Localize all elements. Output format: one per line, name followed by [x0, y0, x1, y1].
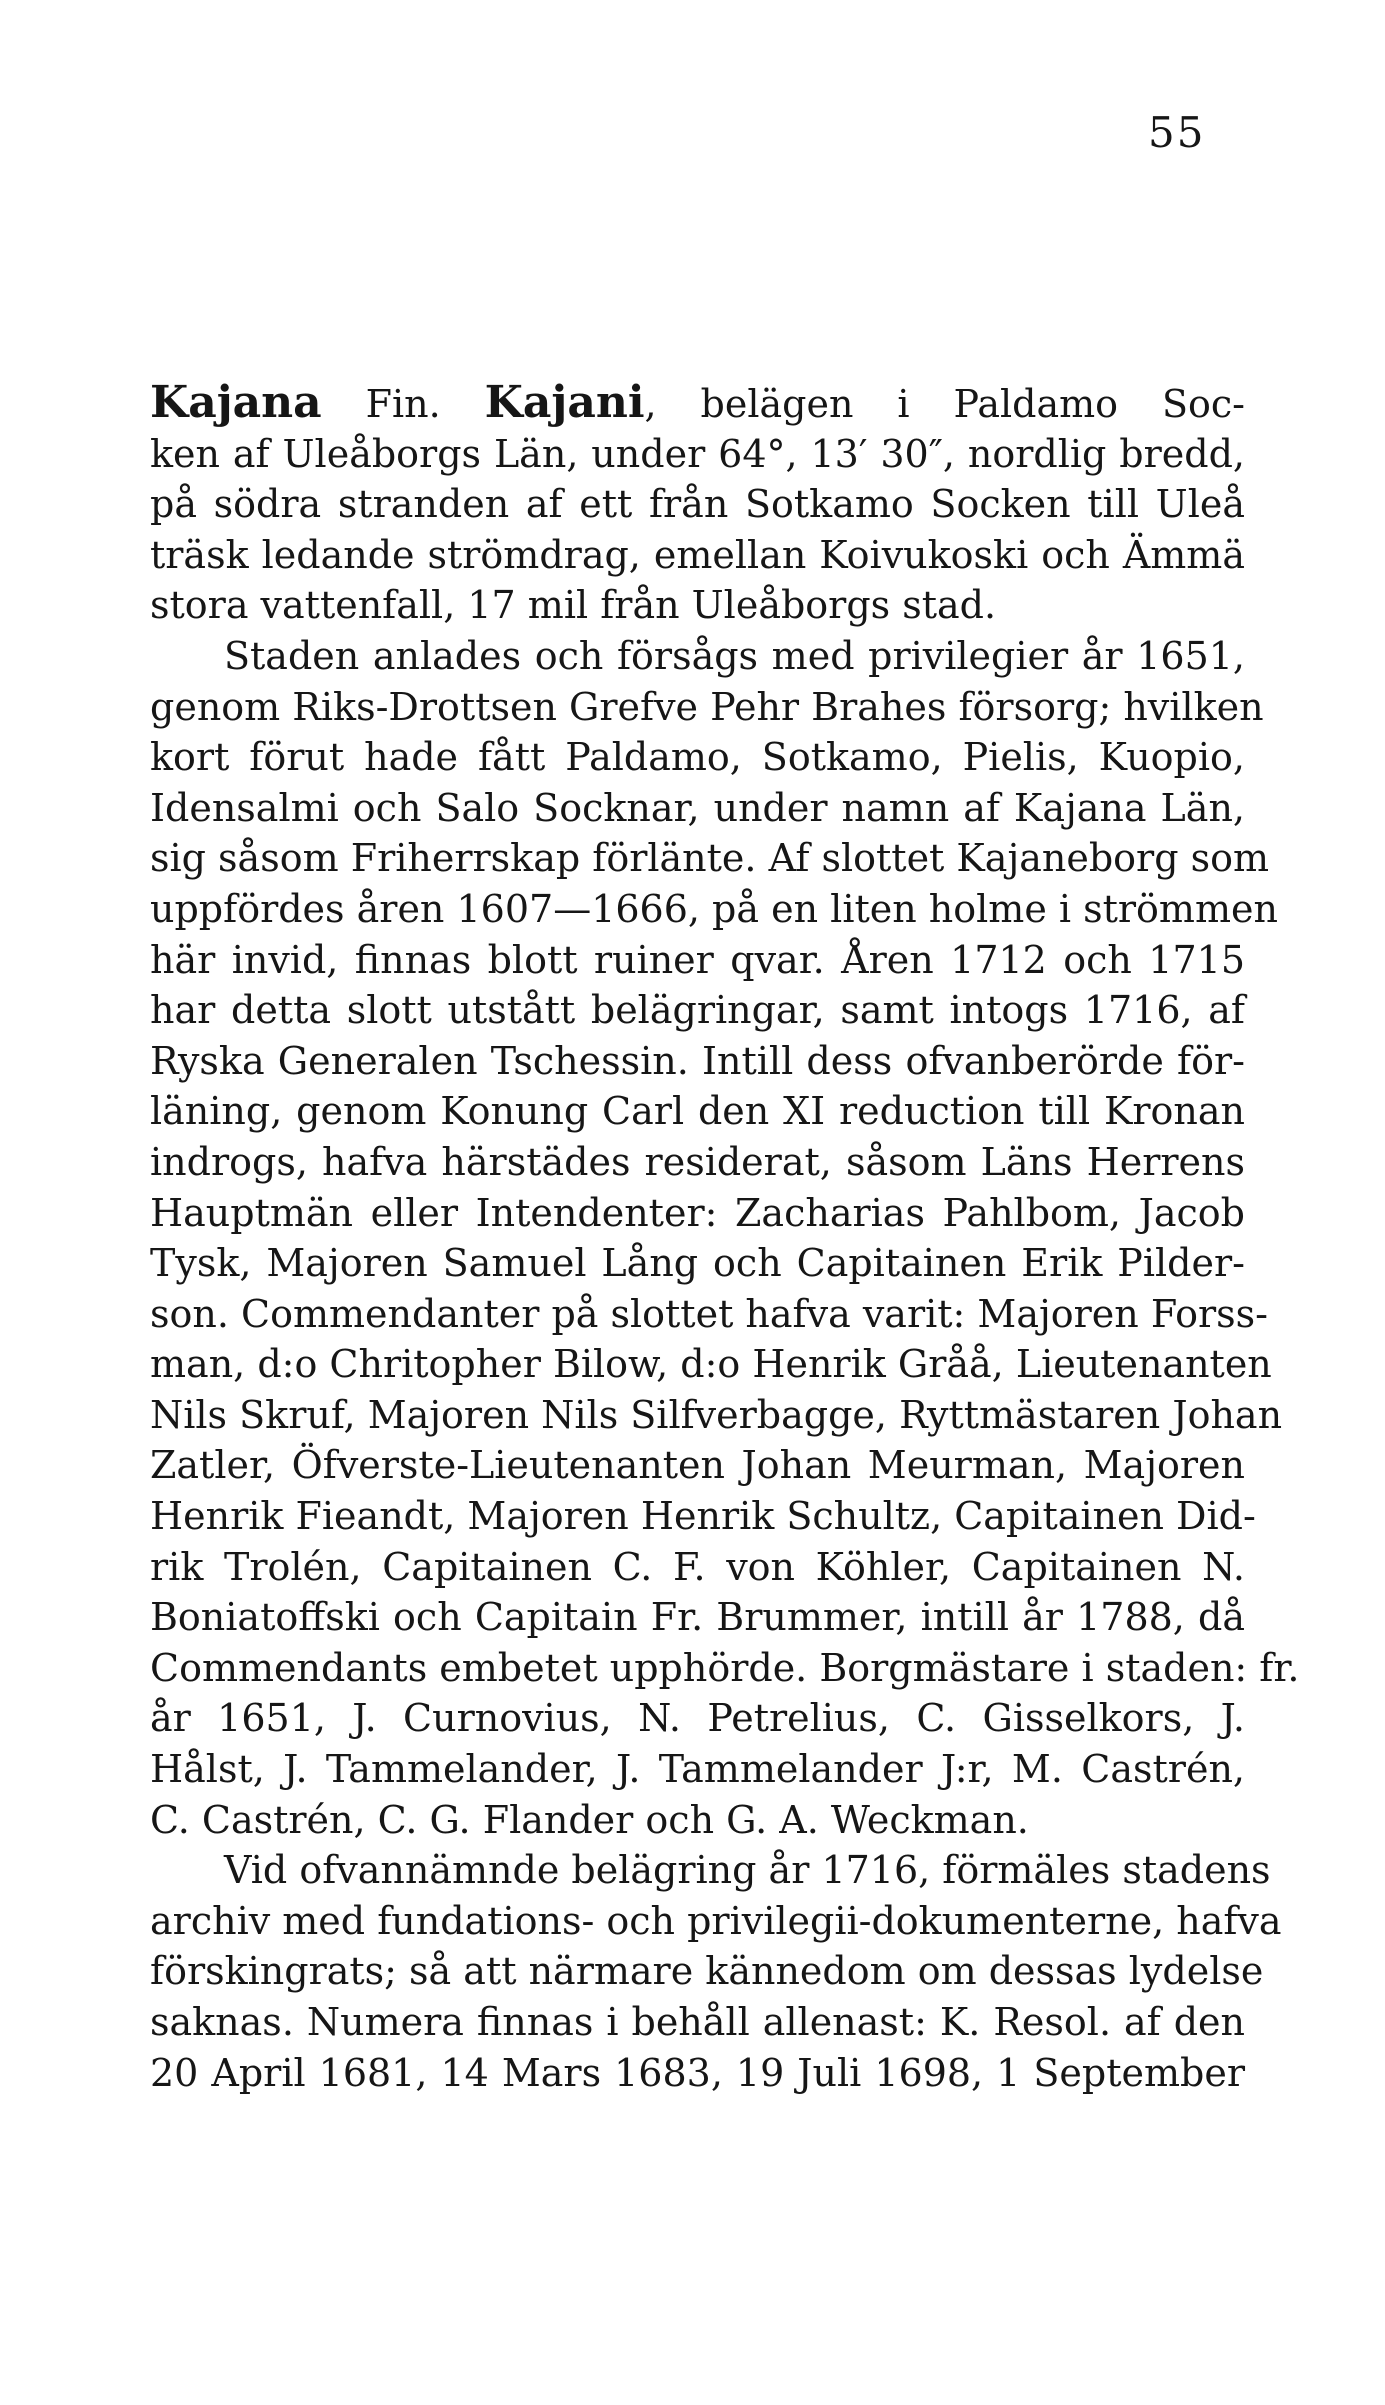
text-line: här invid, finnas blott ruiner qvar. Åren 1712 och 1715 [150, 937, 1245, 982]
headword: Kajani [484, 377, 645, 428]
text-line: läning, genom Konung Carl den XI reduction till Kronan [150, 1089, 1245, 1134]
text-line: stora vattenfall, 17 mil från Uleåborgs stad. [150, 583, 997, 628]
text-line: C. Castrén, C. G. Flander och G. A. Weckman. [150, 1797, 1029, 1842]
text-line: Hauptmän eller Intendenter: Zacharias Pahlbom, Jacob [150, 1190, 1245, 1235]
text-line: sig såsom Friherrskap förlänte. Af slottet Kajaneborg som [150, 836, 1270, 881]
text-line: Nils Skruf, Majoren Nils Silfverbagge, Ryttmästaren Johan [150, 1392, 1283, 1437]
text-line: Henrik Fieandt, Majoren Henrik Schultz, Capitainen Did- [150, 1494, 1256, 1539]
text-line: indrogs, hafva härstädes residerat, såsom Läns Herrens [150, 1139, 1245, 1184]
text-line: kort förut hade fått Paldamo, Sotkamo, Pielis, Kuopio, [150, 735, 1245, 780]
text-line: förskingrats; så att närmare kännedom om dessas lydelse [150, 1949, 1264, 1994]
text-line: på södra stranden af ett från Sotkamo Socken till Uleå [150, 482, 1245, 527]
text-line: Ryska Generalen Tschessin. Intill dess ofvanberörde för- [150, 1038, 1245, 1083]
text-line: Commendants embetet upphörde. Borgmästare i staden: fr. [150, 1645, 1300, 1690]
text-line: ken af Uleåborgs Län, under 64°, 13′ 30″, nordlig bredd, [150, 431, 1245, 476]
text-line: archiv med fundations- och privilegii-dokumenterne, hafva [150, 1898, 1282, 1943]
page-number: 55 [1148, 108, 1206, 157]
text-line: uppfördes åren 1607—1666, på en liten holme i strömmen [150, 886, 1278, 931]
text-line: har detta slott utstått belägringar, samt intogs 1716, af [150, 988, 1245, 1033]
text-line: år 1651, J. Curnovius, N. Petrelius, C. Gisselkors, J. [150, 1696, 1245, 1741]
text-line: man, d:o Chritopher Bilow, d:o Henrik Gråå, Lieutenanten [150, 1342, 1272, 1387]
text-line [150, 378, 1245, 429]
text-line: rik Trolén, Capitainen C. F. von Köhler, Capitainen N. [150, 1544, 1245, 1589]
text-line: träsk ledande strömdrag, emellan Koivukoski och Ämmä [150, 532, 1245, 577]
headword: Kajana [150, 377, 322, 428]
body-text [150, 377, 1300, 2098]
text-line: son. Commendanter på slottet hafva varit: Majoren Forss- [150, 1291, 1269, 1336]
text-line: Tysk, Majoren Samuel Lång och Capitainen Erik Pilder- [150, 1241, 1245, 1286]
text-line: Boniatoffski och Capitain Fr. Brummer, intill år 1788, då [150, 1595, 1245, 1640]
text-line: Idensalmi och Salo Socknar, under namn af Kajana Län, [150, 785, 1245, 830]
text-fragment: , belägen i Paldamo Soc- [644, 382, 1245, 426]
text-line: Zatler, Öfverste-Lieutenanten Johan Meurman, Majoren [150, 1443, 1245, 1488]
text-line: Staden anlades och försågs med privilegier år 1651, [224, 633, 1245, 678]
text-line: Hålst, J. Tammelander, J. Tammelander J:r, M. Castrén, [150, 1747, 1245, 1792]
text-line: saknas. Numera finnas i behåll allenast: K. Resol. af den [150, 2000, 1245, 2044]
text-fragment: Fin. [365, 382, 441, 426]
text-line: 20 April 1681, 14 Mars 1683, 19 Juli 1698, 1 September [150, 2050, 1245, 2095]
text-line: genom Riks-Drottsen Grefve Pehr Brahes försorg; hvilken [150, 684, 1264, 729]
text-line: Vid ofvannämnde belägring år 1716, förmäles stadens [224, 1848, 1271, 1893]
